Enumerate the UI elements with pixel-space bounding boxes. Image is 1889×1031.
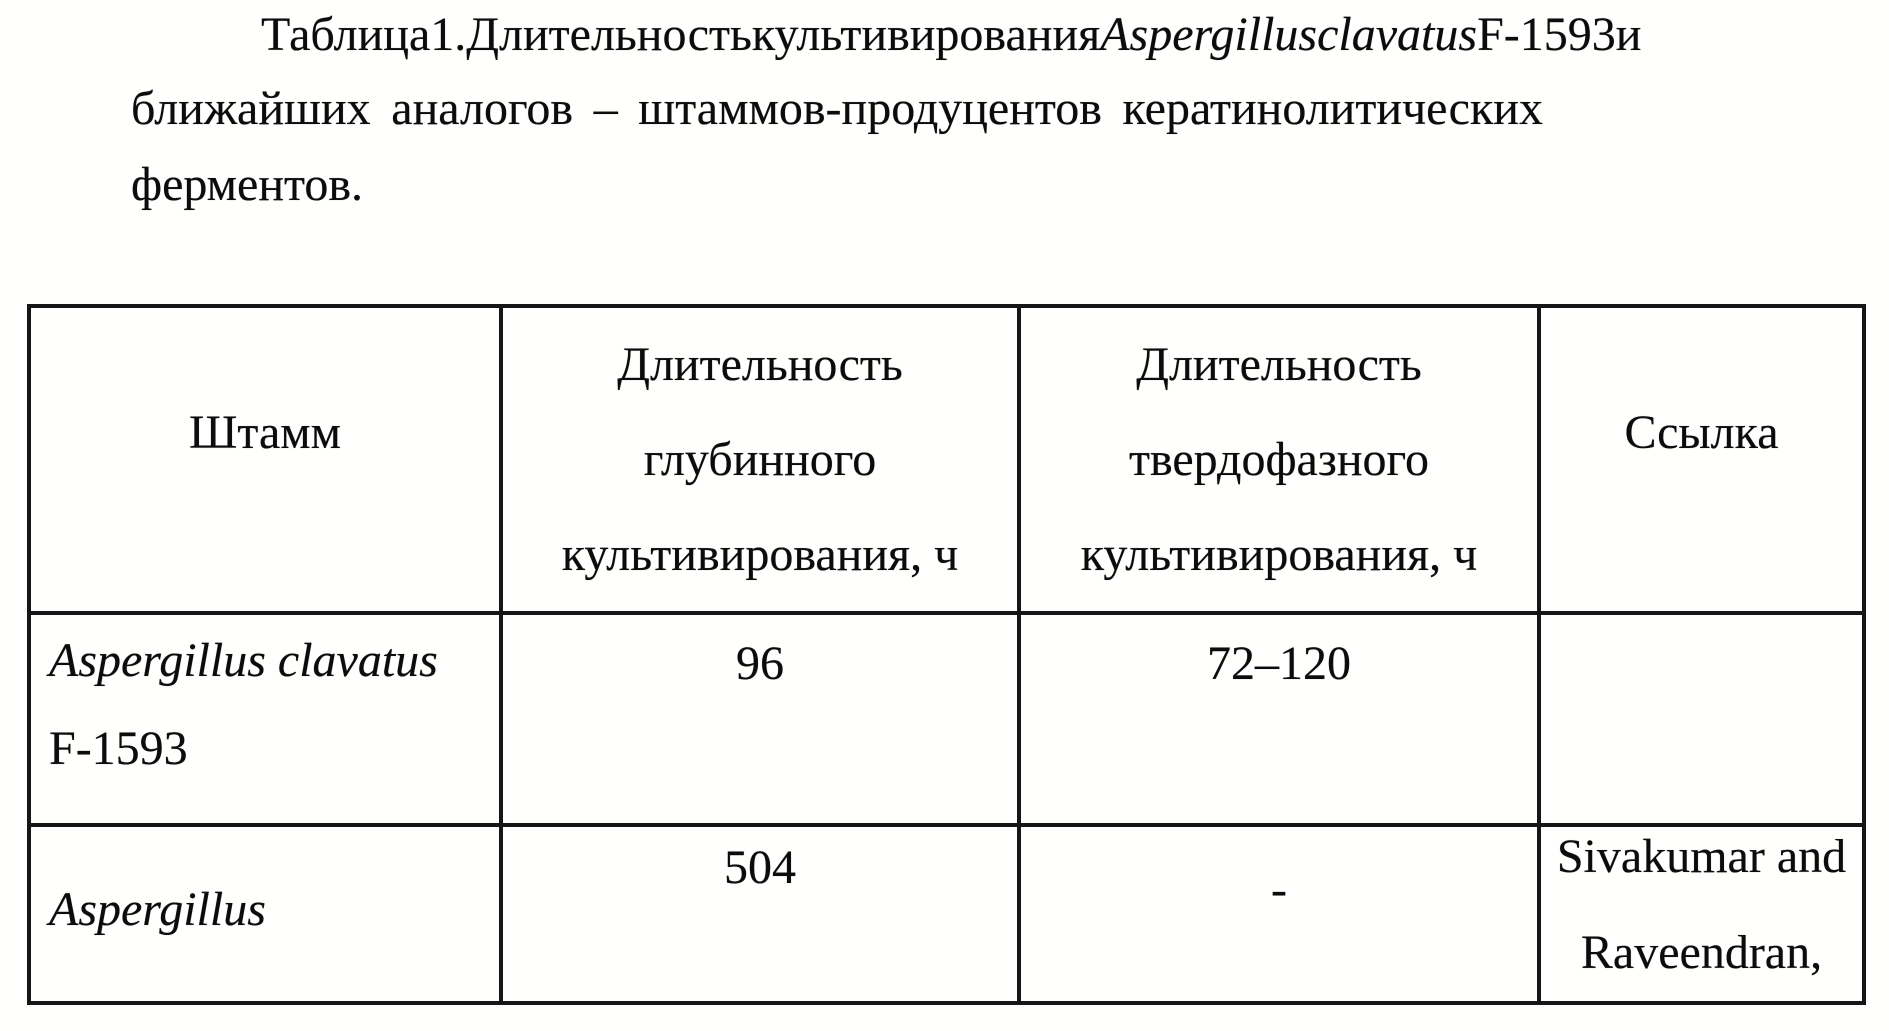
caption-word: штаммов-продуцентов [638, 82, 1102, 135]
cultivation-duration-table [27, 304, 1866, 1005]
strain-species-name: Aspergillus clavatus [49, 634, 438, 687]
header-line: культивирования, ч [561, 528, 959, 581]
header-cell-strain [29, 306, 501, 613]
species-name-word: Aspergillus [1100, 8, 1318, 61]
strain-species-name: Aspergillus [49, 883, 266, 936]
caption-word: кератинолитических [1122, 82, 1543, 135]
cell-reference [1539, 613, 1864, 825]
species-name-word: clavatus [1317, 8, 1478, 61]
header-line: Длительность [1136, 338, 1422, 391]
strain-code-word: F-1593 [1477, 8, 1616, 61]
strain-code: F-1593 [49, 722, 188, 775]
caption-word: ближайших [131, 82, 371, 135]
cell-strain [29, 825, 501, 1003]
header-cell-solid-state-duration [1019, 306, 1539, 613]
cell-submerged-duration: 504 [501, 825, 1019, 1003]
header-line: Ссылка [1624, 405, 1779, 459]
header-line: твердофазного [1129, 433, 1429, 486]
caption-dash: – [593, 82, 618, 135]
cell-submerged-duration: 96 [501, 613, 1019, 825]
header-line: Штамм [188, 405, 342, 459]
table-header-row [29, 306, 1864, 613]
caption-word: и [1615, 8, 1642, 61]
cell-reference [1539, 825, 1864, 1003]
cell-strain [29, 613, 501, 825]
caption-word: 1. [430, 8, 467, 61]
caption-word: Длительность [466, 8, 752, 61]
caption-line-3: ферментов. [131, 158, 364, 211]
reference-line: Sivakumar and [1556, 830, 1847, 883]
header-cell-reference [1539, 306, 1864, 613]
table-caption [131, 4, 1642, 212]
cell-solid-state-duration: 72–120 [1019, 613, 1539, 825]
table-row [29, 825, 1864, 1003]
caption-line-1 [261, 8, 1642, 62]
caption-line-2 [131, 82, 1543, 136]
header-cell-submerged-duration [501, 306, 1019, 613]
caption-word: Таблица [261, 8, 431, 61]
reference-line: Raveendran, [1580, 926, 1823, 979]
caption-word: аналогов [391, 82, 574, 135]
caption-word: культивирования [751, 8, 1101, 61]
header-line: глубинного [643, 433, 877, 486]
header-line: культивирования, ч [1080, 528, 1478, 581]
cell-solid-state-duration: - [1019, 825, 1539, 1003]
table-row [29, 613, 1864, 825]
header-line: Длительность [617, 338, 903, 391]
